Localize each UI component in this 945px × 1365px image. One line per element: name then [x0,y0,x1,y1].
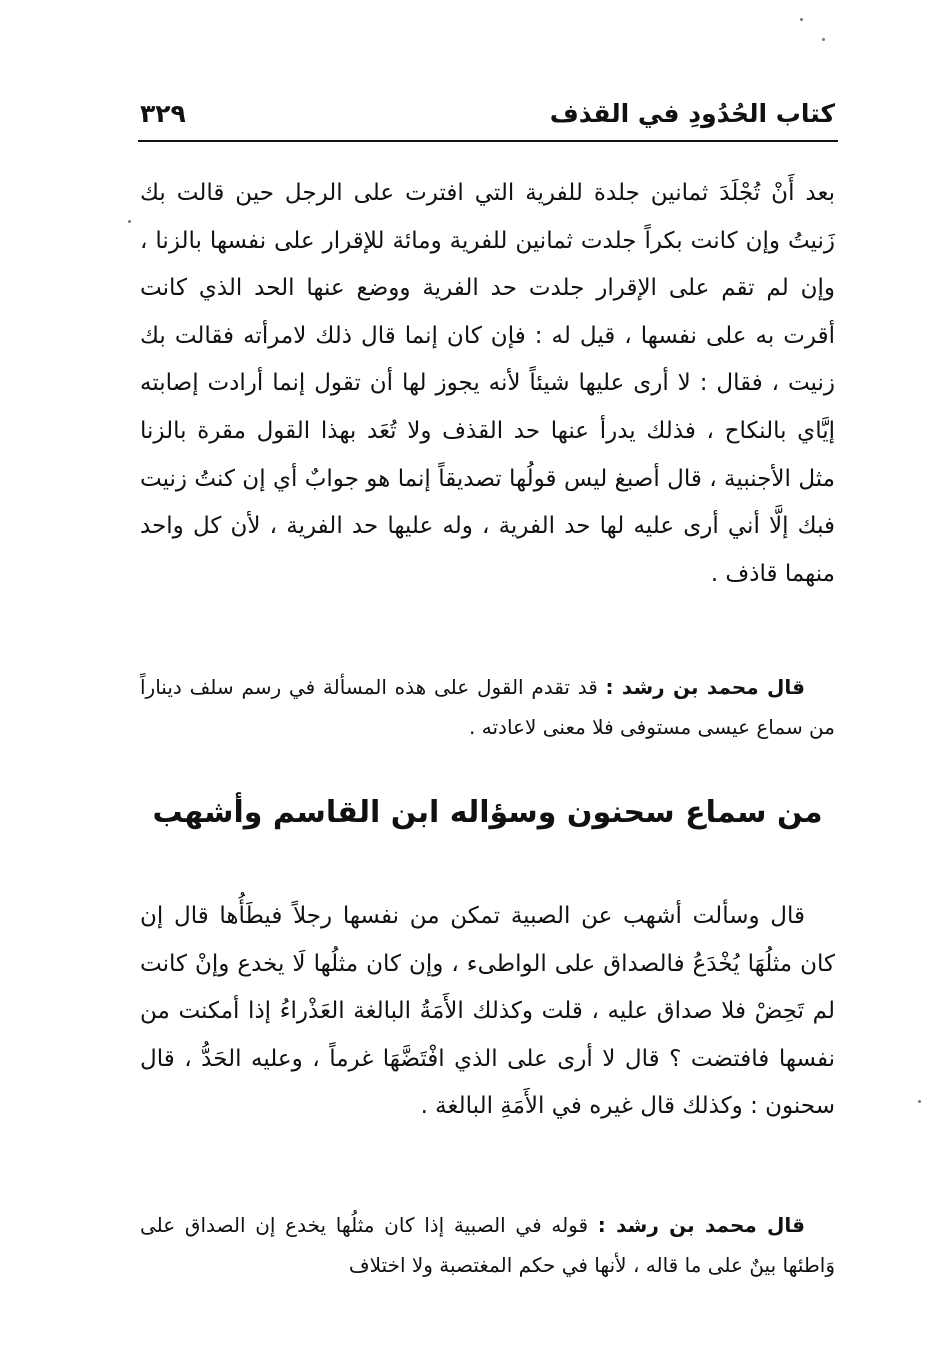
paragraph-2-text: قال وسألت أشهب عن الصبية تمكن من نفسها رجلاً فيطَأُها قال إن كان مثلُهَا يُخْدَعُ فالصداق على الواطىء ، وإن كان مثلُها لَا يخدع وإنْ كانت لم تَحِضْ فلا صداق عليه ، قلت وكذلك الأَمَةُ البالغة العَذْراءُ إذا أمكنت من نفسها فافتضت ؟ قال لا أرى على الذي افْتَضَّهَا غرماً ، وعليه الحَدُّ ، قال سحنون : وكذلك قال غيره في الأَمَةِ البالغة . [140,903,835,1120]
commentary-note-2 [140,1205,835,1285]
header-divider [138,140,838,142]
scan-speck [800,18,803,21]
section-heading: من سماع سحنون وسؤاله ابن القاسم وأشهب [152,795,823,830]
note-1-text: قد تقدم القول على هذه المسألة في رسم سلف ديناراً من سماع عيسى مستوفى فلا معنى لاعادته . [140,675,835,739]
paragraph-1-text: بعد أَنْ تُجْلَدَ ثمانين جلدة للفرية التي افترت على الرجل حين قالت بك زَنيتُ وإن كانت بكراً جلدت ثمانين للفرية ومائة للإقرار على نفسها بالزنا ، وإن لم تقم على الإقرار جلدت حد الفرية ووضع عنها الحد الذي كانت أقرت به على نفسها ، قيل له : فإن كان إنما قال ذلك لامرأته فقالت بك زنيت ، فقال : لا أرى عليها شيئاً لأنه يجوز لها أن تقول إنما أرادت إصابته إيَّاي بالنكاح ، فذلك يدرأ عنها حد القذف ولا تُعَد بهذا القول مقرة بالزنا مثل الأجنبية ، قال أصبغ ليس قولُها تصديقاً إنما هو جوابٌ أي إن كنتُ زنيت فبك إلَّا أني أرى عليه لها حد الفرية ، وله عليها حد الفرية ، لأن كل واحد منهما قاذف . [140,180,835,587]
scan-speck [128,220,131,223]
body-paragraph-2 [140,893,835,1131]
commentary-note-1 [140,667,835,747]
scan-speck [822,38,825,41]
scan-speck [918,1100,921,1103]
body-paragraph-1 [140,170,835,598]
page-header [140,95,835,141]
note-2-lead: قال محمد بن رشد : [597,1213,806,1237]
page-number: ٣٢٩ [140,99,186,128]
running-title: كتاب الحُدُودِ في القذف [549,99,835,128]
note-2-text: قوله في الصبية إذا كان مثلُها يخدع إن الصداق على وَاطئها بينٌ على ما قاله ، لأنها في حكم المغتصبة ولا اختلاف [140,1213,835,1277]
note-1-lead: قال محمد بن رشد : [605,675,806,699]
